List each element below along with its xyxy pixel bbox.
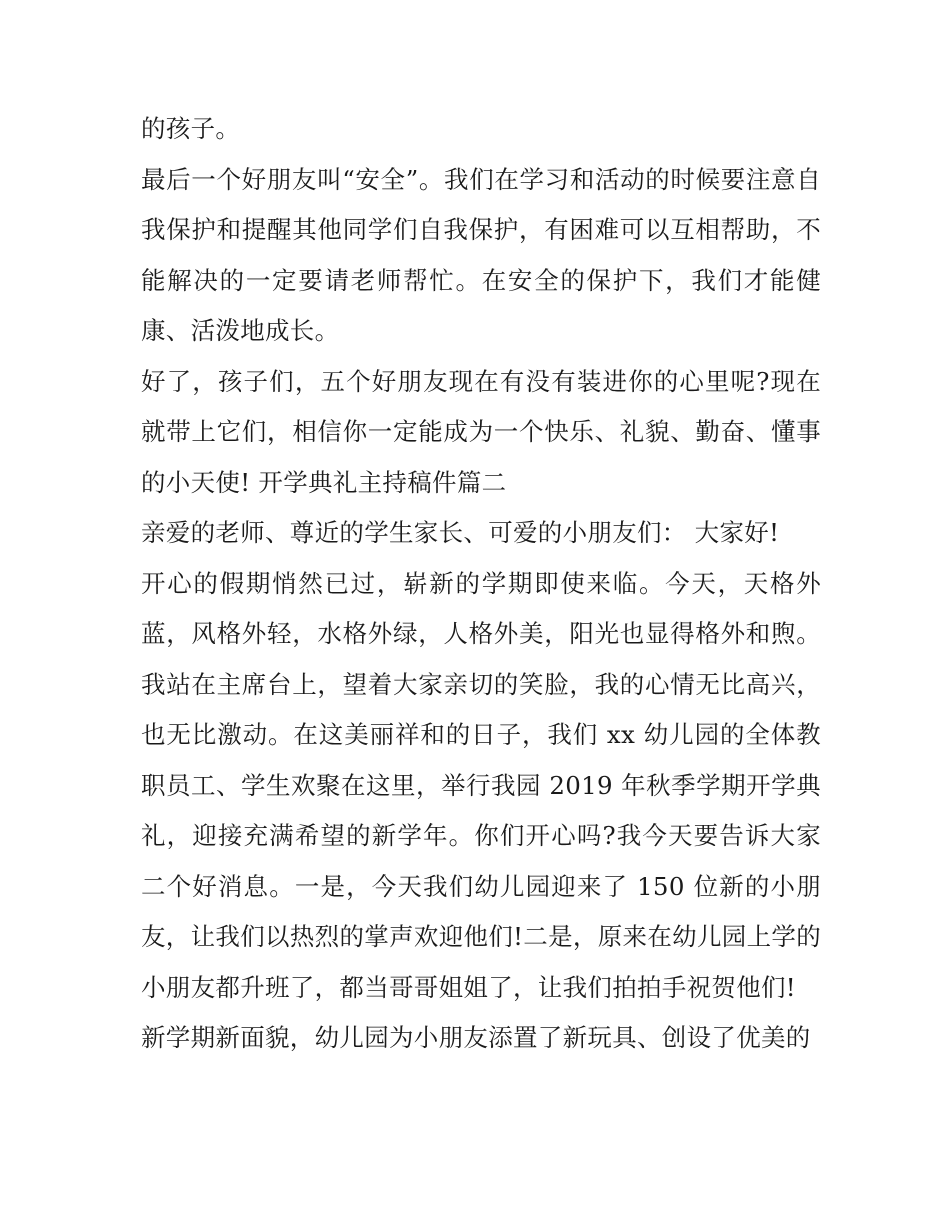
paragraph-1: 的孩子。 — [141, 114, 241, 143]
paragraph-6: 新学期新面貌，幼儿园为小朋友添置了新玩具、创设了优美的 — [141, 1023, 811, 1052]
paragraph-5: 开心的假期悄然已过，崭新的学期即使来临。今天，天格外蓝，风格外轻，水格外绿，人格外美，阳光也显得格外和煦。我站在主席台上，望着大家亲切的笑脸，我的心情无比高兴，也无比激动。在这美丽祥和的日子，我们 xx 幼儿园的全体教职员工、学生欢聚在这里，举行我园 2019 年秋季学期开学典礼，迎接充满希望的新学年。你们开心吗?我今天要告诉大家二个好消息。一是，今天我们幼儿园迎来了 150 位新的小朋友，让我们以热烈的掌声欢迎他们!二是，原来在幼儿园上学的小朋友都升班了，都当哥哥姐姐了，让我们拍拍手祝贺他们! — [141, 568, 821, 1002]
paragraph-2: 最后一个好朋友叫“安全”。我们在学习和活动的时候要注意自我保护和提醒其他同学们自我保护，有困难可以互相帮助，不能解决的一定要请老师帮忙。在安全的保护下，我们才能健康、活泼地成长。 — [141, 164, 821, 345]
document-body — [141, 104, 821, 1064]
paragraph-4: 亲爱的老师、尊近的学生家长、可爱的小朋友们： 大家好! — [141, 518, 780, 547]
paragraph-3: 好了，孩子们，五个好朋友现在有没有装进你的心里呢?现在就带上它们，相信你一定能成为一个快乐、礼貌、勤奋、懂事的小天使! 开学典礼主持稿件篇二 — [141, 366, 821, 497]
